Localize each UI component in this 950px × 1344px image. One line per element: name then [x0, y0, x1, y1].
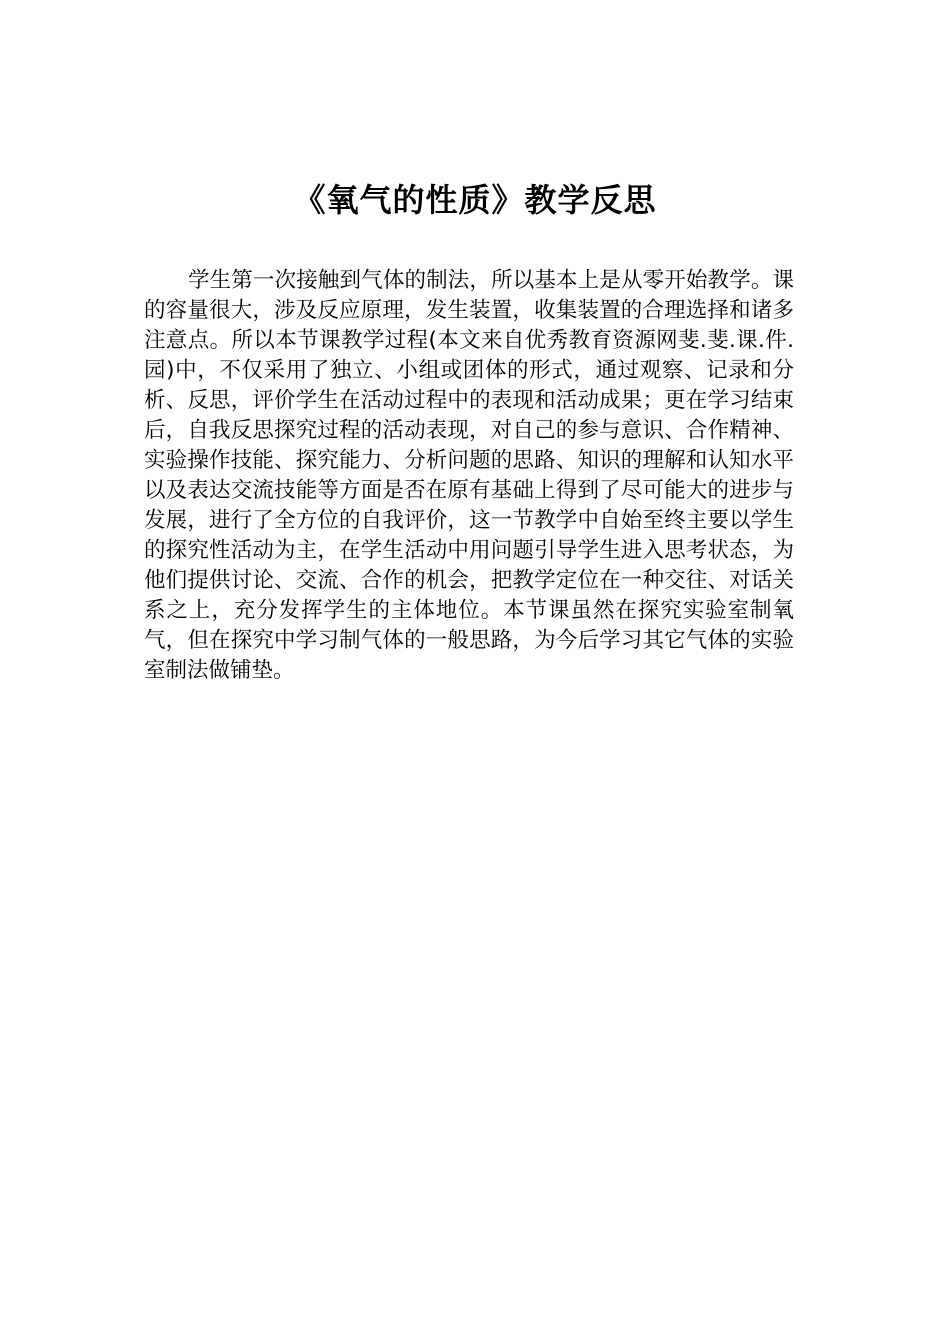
document-title: 《氧气的性质》教学反思 [293, 181, 657, 219]
body-paragraph: 学生第一次接触到气体的制法，所以基本上是从零开始教学。课的容量很大，涉及反应原理，发生装置，收集装置的合理选择和诸多注意点。所以本节课教学过程(本文来自优秀教育资源网斐.斐.课.件.园)中，不仅采用了独立、小组或团体的形式，通过观察、记录和分析、反思，评价学生在活动过程中的表现和活动成果；更在学习结束后，自我反思探究过程的活动表现，对自己的参与意识、合作精神、实验操作技能、探究能力、分析问题的思路、知识的理解和认知水平以及表达交流技能等方面是否在原有基础上得到了尽可能大的进步与发展，进行了全方位的自我评价，这一节教学中自始至终主要以学生的探究性活动为主，在学生活动中用问题引导学生进入思考状态，为他们提供讨论、交流、合作的机会，把教学定位在一种交往、对话关系之上，充分发挥学生的主体地位。本节课虽然在探究实验室制氧气，但在探究中学习制气体的一般思路，为今后学习其它气体的实验室制法做铺垫。 [144, 268, 794, 683]
